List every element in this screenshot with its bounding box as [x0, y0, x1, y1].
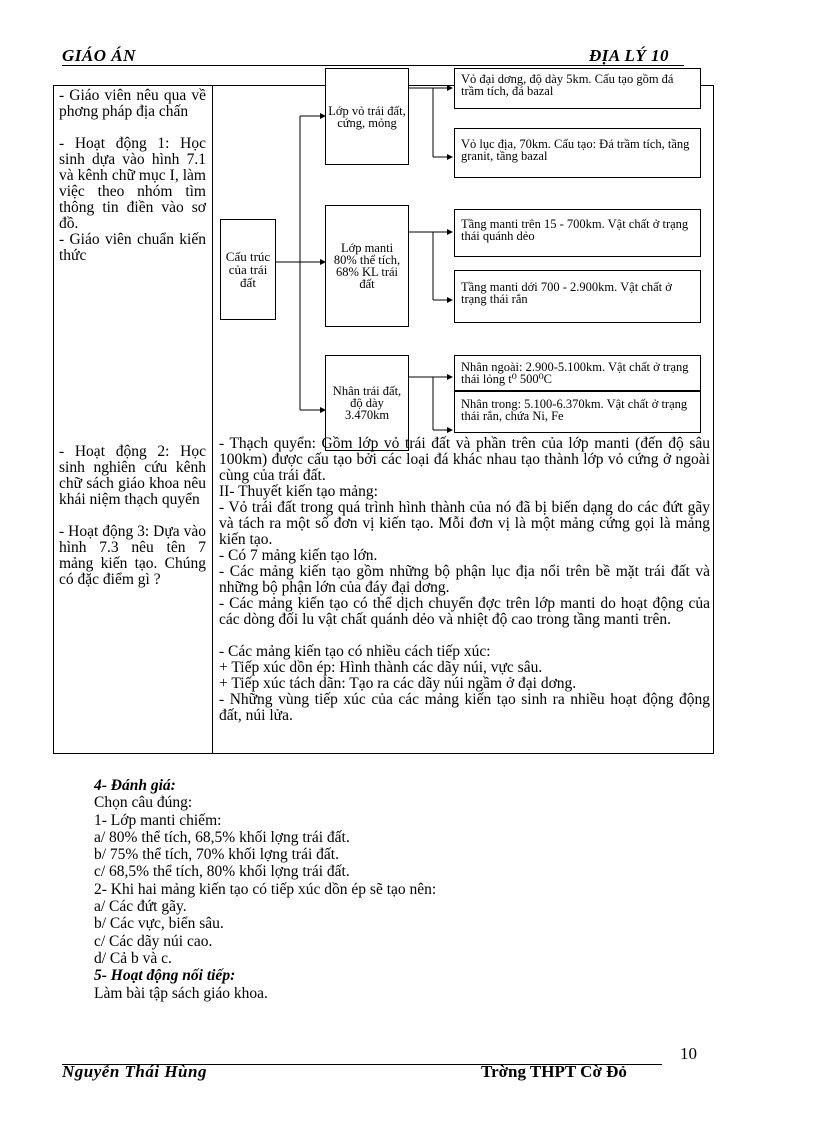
activity-3: - Hoạt động 3: Dựa vào hình 7.3 nêu tên 7 mảng kiến tạo. Chúng có đặc điểm gì ?: [59, 523, 206, 588]
footer-author: Nguyễn Thái Hùng: [62, 1062, 207, 1081]
teacher-note-2: - Giáo viên chuẩn kiến thức: [59, 231, 206, 264]
body-line-9: + Tiếp xúc tách dãn: Tạo ra các dãy núi ngầm ở đại dơng.: [219, 675, 577, 692]
body-line-1: II- Thuyết kiến tạo mảng:: [219, 483, 378, 500]
body-line-3: - Có 7 mảng kiến tạo lớn.: [219, 547, 378, 564]
header-left: GIÁO ÁN: [62, 46, 136, 65]
body-line-6: [219, 628, 710, 644]
body-line-0: - Thạch quyển: Gồm lớp vỏ trái đất và phần trên của lớp manti (đến độ sâu 100km) được cấu tạo bởi các loại đá khác nhau tạo thành lớp vỏ cứng ở ngoài cùng của trái đất.: [219, 436, 710, 484]
page-number: 10: [680, 1044, 697, 1063]
body-line-7: - Các mảng kiến tạo có nhiều cách tiếp xúc:: [219, 643, 491, 660]
evaluation-line: d/ Cả b và c.: [94, 949, 172, 967]
followup-heading: 5- Hoạt động nối tiếp:: [94, 967, 236, 985]
continental-crust-box: Vỏ lục địa, 70km. Cấu tạo: Đá trầm tích, tầng granit, tầng bazal: [454, 128, 701, 178]
lesson-body: [219, 436, 710, 752]
body-line-4: - Các mảng kiến tạo gồm những bộ phận lục địa nổi trên bề mặt trái đất và những bộ phận lớn của đáy đại dơng.: [219, 563, 710, 596]
evaluation-heading: 4- Đánh giá:: [94, 777, 176, 794]
oceanic-crust-box: Vỏ đại dơng, độ dày 5km. Cấu tạo gồm đá trầm tích, đá bazal: [454, 68, 701, 109]
evaluation-line: c/ Các dãy núi cao.: [94, 932, 213, 950]
evaluation-line: Chọn câu đúng:: [94, 794, 193, 812]
header-right: ĐỊA LÝ 10: [589, 46, 670, 65]
upper-mantle-box: Tầng manti trên 15 - 700km. Vật chất ở trạng thái quánh dẻo: [454, 209, 701, 257]
evaluation-line: b/ Các vực, biển sâu.: [94, 915, 224, 933]
activity-1: - Hoạt động 1: Học sinh dựa vào hình 7.1 và kênh chữ mục I, làm việc theo nhóm tìm thông tin điền vào sơ đồ.: [59, 135, 206, 232]
evaluation-line: b/ 75% thể tích, 70% khối lợng trái đất.: [94, 846, 339, 864]
evaluation-line: c/ 68,5% thể tích, 80% khối lợng trái đất.: [94, 863, 350, 881]
diagram-root-box: Cấu trúc của trái đất: [220, 219, 276, 320]
evaluation-line: 1- Lớp manti chiếm:: [94, 811, 222, 829]
evaluation-line: a/ Các đứt gãy.: [94, 898, 187, 916]
mantle-box: Lớp manti 80% thể tích, 68% KL trái đất: [325, 205, 409, 327]
evaluation-line: 2- Khi hai mảng kiến tạo có tiếp xúc dồn ép sẽ tạo nên:: [94, 880, 437, 898]
crust-box: Lớp vỏ trái đất, cứng, mỏng: [325, 68, 409, 165]
body-line-10: - Những vùng tiếp xúc của các mảng kiến tạo sinh ra nhiều hoạt động động đất, núi lửa.: [219, 691, 710, 724]
inner-core-box: Nhân trong: 5.100-6.370km. Vật chất ở trạng thái rắn, chứa Ni, Fe: [454, 391, 701, 433]
body-line-8: + Tiếp xúc dồn ép: Hình thành các dãy núi, vực sâu.: [219, 659, 543, 676]
body-line-2: - Vỏ trái đất trong quá trình hình thành của nó đã bị biến dạng do các đứt gãy và tách ra một số đơn vị kiến tạo. Mỗi đơn vị là một mảng cứng gọi là mảng kiến tạo.: [219, 499, 710, 548]
evaluation-line: a/ 80% thể tích, 68,5% khối lợng trái đất.: [94, 828, 350, 846]
lower-mantle-box: Tầng manti dới 700 - 2.900km. Vật chất ở trạng thái rắn: [454, 270, 701, 323]
evaluation-section: [94, 777, 436, 1002]
outer-core-box: Nhân ngoài: 2.900-5.100km. Vật chất ở trạng thái lỏng t⁰ 500⁰C: [454, 355, 701, 391]
activity-2: - Hoạt động 2: Học sinh nghiên cứu kênh chữ sách giáo khoa nêu khái niệm thạch quyển: [59, 443, 206, 508]
followup-line: Làm bài tập sách giáo khoa.: [94, 984, 268, 1002]
body-line-5: - Các mảng kiến tạo có thể dịch chuyển đợc trên lớp manti do hoạt động của các dòng đối lu vật chất quánh dẻo và nhiệt độ cao trong tầng manti trên.: [219, 595, 710, 628]
footer-school: Trờng THPT Cờ Đỏ: [481, 1062, 627, 1081]
core-box: Nhân trái đất, độ dày 3.470km: [325, 355, 409, 451]
teacher-note-1: - Giáo viên nêu qua về phơng pháp địa chấn: [59, 87, 206, 120]
